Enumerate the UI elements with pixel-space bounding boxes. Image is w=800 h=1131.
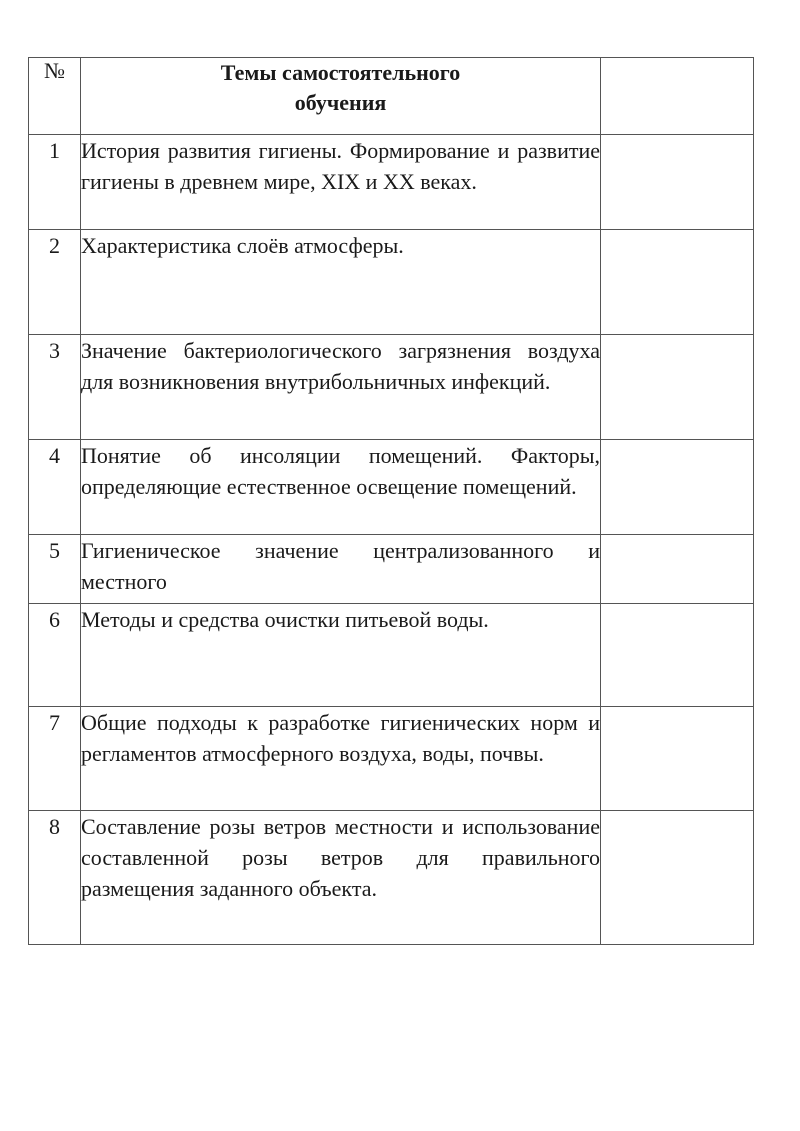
row-extra-cell <box>601 604 754 707</box>
row-topic <box>81 811 601 945</box>
header-extra <box>601 58 754 135</box>
row-topic-text: Значение бактериологического загрязнения воздуха для возникновения внутрибольничных инфекций. <box>81 338 600 394</box>
table-row <box>29 335 754 440</box>
row-topic-text: Гигиеническое значение централизованного и местного <box>81 538 600 594</box>
topics-table <box>28 57 754 945</box>
row-extra-cell <box>601 135 754 230</box>
row-topic-text: Характеристика слоёв атмосферы. <box>81 233 404 258</box>
row-topic <box>81 135 601 230</box>
row-number: 6 <box>29 604 81 707</box>
row-number: 7 <box>29 707 81 811</box>
row-topic <box>81 440 601 535</box>
row-topic <box>81 335 601 440</box>
header-number: № <box>29 58 81 135</box>
row-extra-cell <box>601 707 754 811</box>
row-topic <box>81 535 601 604</box>
row-topic-text: Общие подходы к разработке гигиенических норм и регламентов атмосферного воздуха, воды, почвы. <box>81 710 600 766</box>
row-number: 1 <box>29 135 81 230</box>
row-number: 2 <box>29 230 81 335</box>
row-number: 5 <box>29 535 81 604</box>
row-number: 8 <box>29 811 81 945</box>
table-row <box>29 811 754 945</box>
row-topic <box>81 230 601 335</box>
row-extra-cell <box>601 440 754 535</box>
row-extra-cell <box>601 535 754 604</box>
row-extra-cell <box>601 230 754 335</box>
header-topic <box>81 58 601 135</box>
row-topic-text: История развития гигиены. Формирование и развитие гигиены в древнем мире, XIX и XX веках. <box>81 138 600 194</box>
row-topic-text: Методы и средства очистки питьевой воды. <box>81 607 489 632</box>
row-number: 4 <box>29 440 81 535</box>
row-topic <box>81 604 601 707</box>
row-topic <box>81 707 601 811</box>
row-extra-cell <box>601 811 754 945</box>
row-number: 3 <box>29 335 81 440</box>
row-topic-text: Понятие об инсоляции помещений. Факторы, определяющие естественное освещение помещений. <box>81 443 600 499</box>
table-header-row <box>29 58 754 135</box>
table-row <box>29 707 754 811</box>
table-row <box>29 604 754 707</box>
table-row <box>29 440 754 535</box>
row-topic-text: Составление розы ветров местности и использование составленной розы ветров для правильного размещения заданного объекта. <box>81 814 600 901</box>
table-row <box>29 135 754 230</box>
header-topic-text: Темы самостоятельного обучения <box>220 60 461 115</box>
row-extra-cell <box>601 335 754 440</box>
table-row <box>29 535 754 604</box>
table-row <box>29 230 754 335</box>
